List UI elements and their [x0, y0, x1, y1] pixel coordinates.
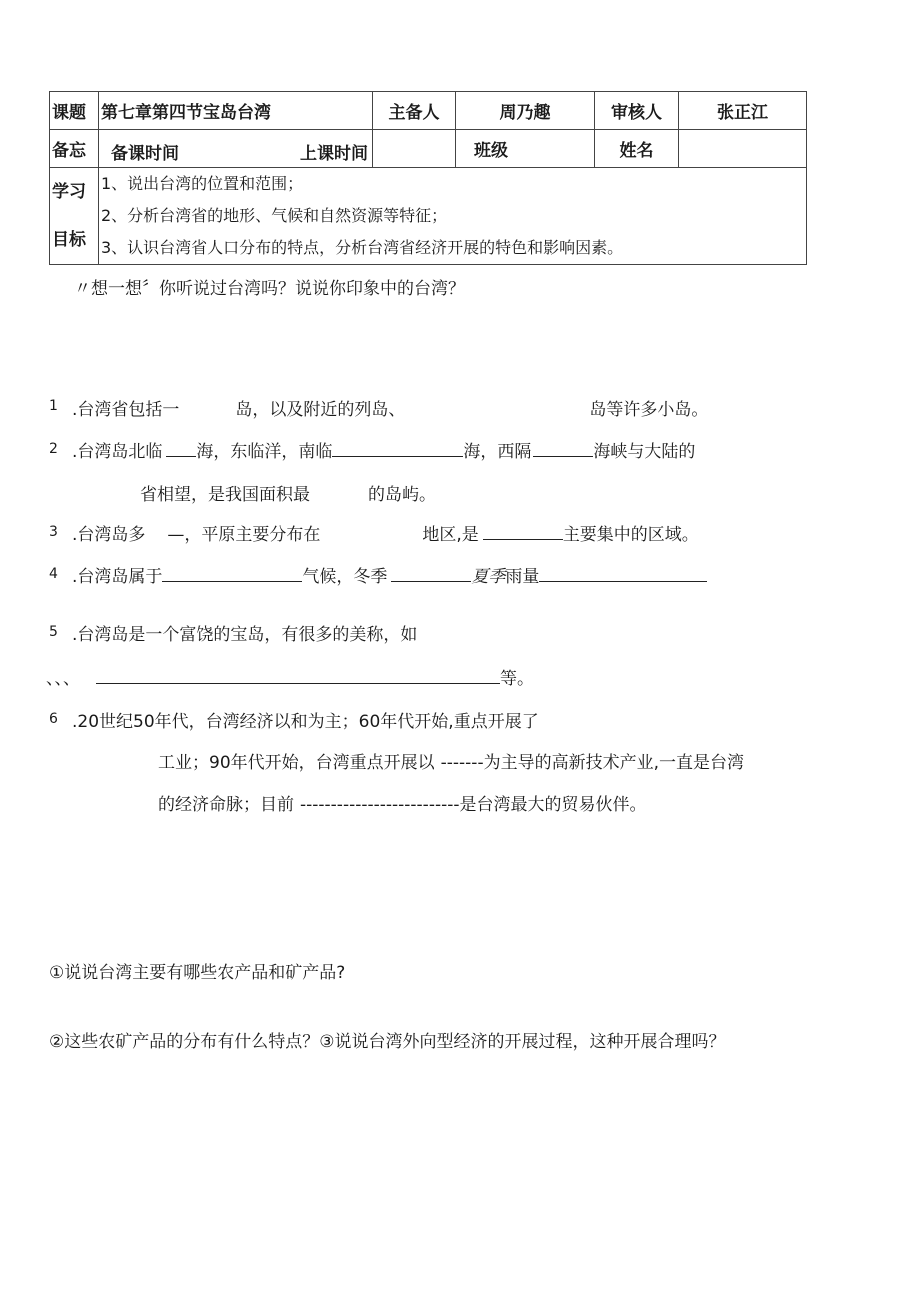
q6-cont1-a: 工业；90年代开始，台湾重点开展以 [158, 753, 435, 773]
q2-cont-a: 省相望，是我国面积最 [140, 485, 310, 505]
answer-blank[interactable] [332, 442, 463, 457]
question-3 [72, 520, 699, 545]
goal-item: 1、说出台湾的位置和范围； [101, 174, 304, 193]
q5-cont-a: 、、、 [46, 669, 80, 689]
question-6-continued-2 [158, 790, 647, 815]
q4-part-b: 气候，冬季 [302, 567, 388, 587]
q4-part-a: .台湾岛属于 [72, 567, 163, 587]
goals-label-top: 学习 [52, 182, 86, 202]
q6-cont2-b: 是台湾最大的贸易伙伴。 [459, 795, 647, 815]
header-row-memo [50, 130, 807, 168]
reviewer-name: 张正江 [679, 92, 807, 130]
q4-part-c: 夏季 [471, 567, 506, 587]
q3-part-d: 主要集中的区域。 [562, 525, 699, 545]
discussion-question-1: ①说说台湾主要有哪些农产品和矿产品? [49, 963, 346, 983]
q2-cont-b: 的岛屿。 [368, 485, 436, 505]
goal-item: 3、认识台湾省人口分布的特点，分析台湾省经济开展的特色和影响因素。 [101, 238, 624, 257]
intro-prompt: 〃想一想〞你听说过台湾吗？说说你印象中的台湾？ [74, 279, 465, 299]
question-number: 4 [49, 566, 58, 582]
q2-part-a: .台湾岛北临 [72, 442, 163, 462]
answer-blank[interactable] [96, 669, 500, 684]
q1-part-a: .台湾省包括一 [72, 400, 180, 420]
q6-cont2-dash: -------------------------- [300, 795, 460, 815]
q1-part-c: 岛等许多小岛。 [589, 400, 709, 420]
question-6-continued-1 [158, 748, 744, 773]
lesson-header-table [49, 91, 807, 265]
discussion-question-2: ②这些农矿产品的分布有什么特点？③说说台湾外向型经济的开展过程，这种开展合理吗？ [49, 1032, 726, 1052]
q3-part-c: 地区,是 [422, 525, 479, 545]
class-label: 班级 [456, 130, 595, 168]
question-number: 3 [49, 524, 58, 540]
question-number: 5 [49, 624, 58, 640]
answer-blank[interactable] [533, 442, 593, 457]
q2-part-d: 海峡与大陆的 [593, 442, 696, 462]
question-6: .20世纪50年代，台湾经济以和为主；60年代开始,重点开展了 [72, 712, 539, 732]
answer-blank[interactable] [166, 442, 196, 457]
q4-part-d: 雨量 [505, 567, 540, 587]
q2-part-b: 海，东临洋，南临 [196, 442, 333, 462]
question-2-continued [140, 480, 436, 505]
q6-cont1-dash: ------- [440, 753, 484, 773]
answer-blank[interactable] [162, 567, 302, 582]
q3-part-a: .台湾岛多 [72, 525, 146, 545]
time-cell [99, 130, 373, 168]
empty-cell [373, 130, 456, 168]
question-1 [72, 395, 708, 420]
question-number: 6 [49, 711, 58, 727]
q5-cont-b: 等。 [500, 669, 534, 689]
name-value-cell [679, 130, 807, 168]
goals-label-bottom: 目标 [52, 230, 86, 250]
header-row-goals [50, 168, 807, 265]
question-5-continued [46, 664, 534, 689]
goal-item: 2、分析台湾省的地形、气候和自然资源等特征； [101, 206, 448, 225]
class-time-label: 上课时间 [300, 144, 368, 164]
prep-time-label: 备课时间 [111, 144, 179, 164]
answer-blank[interactable] [391, 567, 471, 582]
preparer-name: 周乃趣 [456, 92, 595, 130]
lesson-title: 第七章第四节宝岛台湾 [99, 92, 373, 130]
question-4 [72, 562, 707, 587]
memo-label: 备忘 [50, 130, 99, 168]
topic-label: 课题 [50, 92, 99, 130]
q6-cont1-b: 为主导的高新技术产业,一直是台湾 [483, 753, 744, 773]
answer-blank[interactable] [483, 525, 563, 540]
name-label: 姓名 [595, 130, 679, 168]
reviewer-label: 审核人 [595, 92, 679, 130]
question-number: 1 [49, 398, 58, 414]
answer-blank[interactable] [539, 567, 707, 582]
preparer-label: 主备人 [373, 92, 456, 130]
question-2 [72, 437, 695, 462]
q3-part-b: —，平原主要分布在 [167, 525, 321, 545]
q6-cont2-a: 的经济命脉；目前 [158, 795, 294, 815]
question-number: 2 [49, 441, 58, 457]
q1-part-b: 岛，以及附近的列岛、 [235, 400, 406, 420]
question-5: .台湾岛是一个富饶的宝岛，有很多的美称，如 [72, 625, 418, 645]
goals-list [99, 168, 807, 265]
q2-part-c: 海，西隔 [463, 442, 532, 462]
header-row-topic [50, 92, 807, 130]
goals-label-cell [50, 168, 99, 265]
